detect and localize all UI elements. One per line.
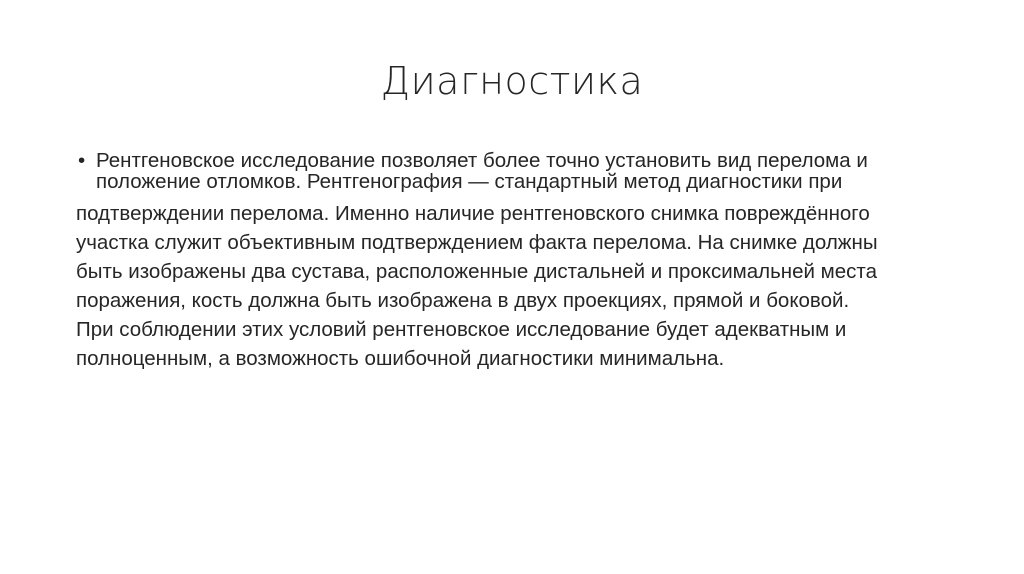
paragraph-line: поражения, кость должна быть изображена в двух проекциях, прямой и боковой. bbox=[76, 289, 850, 312]
paragraph-line: быть изображены два сустава, расположенные дистальней и проксимальней места bbox=[76, 260, 877, 283]
slide-body bbox=[78, 150, 958, 377]
bullet-text: Рентгеновское исследование позволяет более точно установить вид перелома и положение отломков. Рентгенография — стандартный метод диагностики при bbox=[96, 149, 868, 193]
bullet-icon: • bbox=[78, 149, 86, 172]
slide-title: Диагностика bbox=[380, 59, 644, 103]
paragraph-line: подтверждении перелома. Именно наличие рентгеновского снимка повреждённого bbox=[76, 202, 870, 225]
paragraph-line: участка служит объективным подтверждением факта перелома. На снимке должны bbox=[76, 231, 878, 254]
bullet-paragraph bbox=[78, 150, 958, 192]
paragraph-line: полноценным, а возможность ошибочной диагностики минимальна. bbox=[76, 347, 725, 370]
paragraph-line: При соблюдении этих условий рентгеновское исследование будет адекватным и bbox=[76, 318, 847, 341]
